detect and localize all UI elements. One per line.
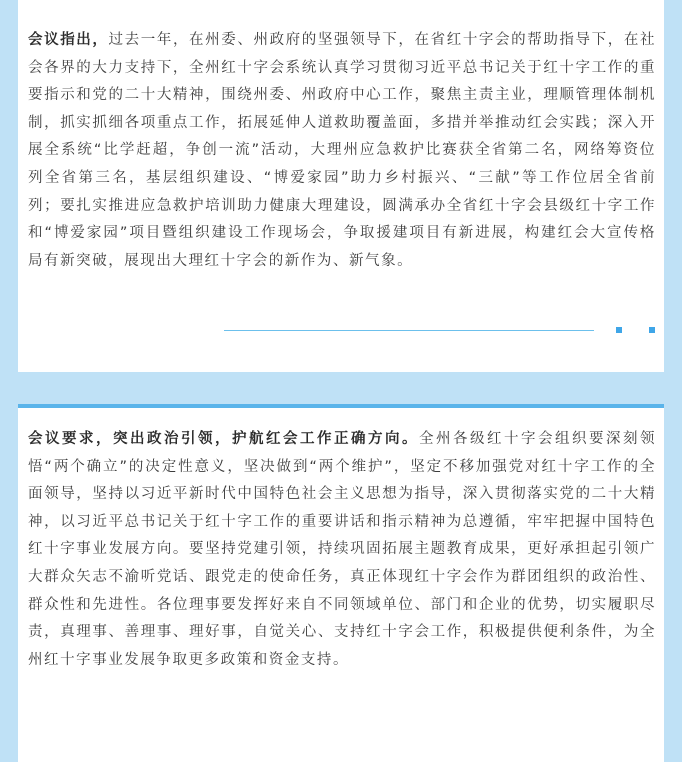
- article-card-1: [18, 0, 664, 372]
- paragraph-lead: 会议要求，突出政治引领，护航红会工作正确方向。: [28, 431, 419, 447]
- paragraph-body: 全州各级红十字会组织要深刻领悟“两个确立”的决定性意义，坚决做到“两个维护”，坚定不移加强党对红十字工作的全面领导，坚持以习近平新时代中国特色社会主义思想为指导，深入贯彻落实党的二十大精神，以习近平总书记关于红十字工作的重要讲话和指示精神为总遵循，牢牢把握中国特色红十字事业发展方向。要坚持党建引领，持续巩固拓展主题教育成果，更好承担起引领广大群众矢志不渝听党话、跟党走的使命任务，真正体现红十字会作为群团组织的政治性、群众性和先进性。各位理事要发挥好来自不同领域单位、部门和企业的优势，切实履职尽责，真理事、善理事、理好事，自觉关心、支持红十字会工作，积极提供便利条件，为全州红十字事业发展争取更多政策和资金支持。: [28, 431, 656, 668]
- paragraph-lead: 会议指出，: [28, 32, 109, 48]
- decorative-dot: [649, 327, 655, 333]
- decorative-divider-line: [224, 330, 594, 331]
- paragraph-meeting-review: [28, 27, 656, 275]
- article-card-2: [18, 404, 664, 762]
- decorative-dot: [616, 327, 622, 333]
- paragraph-meeting-requirements: [28, 426, 656, 674]
- paragraph-body: 过去一年，在州委、州政府的坚强领导下，在省红十字会的帮助指导下，在社会各界的大力支持下，全州红十字会系统认真学习贯彻习近平总书记关于红十字工作的重要指示和党的二十大精神，围绕州委、州政府中心工作，聚焦主责主业，理顺管理体制机制，抓实抓细各项重点工作，拓展延伸人道救助覆盖面，多措并举推动红会实践；深入开展全系统“比学赶超，争创一流”活动，大理州应急救护比赛获全省第二名，网络筹资位列全省第三名，基层组织建设、“博爱家园”助力乡村振兴、“三献”等工作位居全省前列；要扎实推进应急救护培训助力健康大理建设，圆满承办全省红十字会县级红十字工作和“博爱家园”项目暨组织建设工作现场会，争取援建项目有新进展，构建红会大宣传格局有新突破，展现出大理红十字会的新作为、新气象。: [28, 32, 657, 269]
